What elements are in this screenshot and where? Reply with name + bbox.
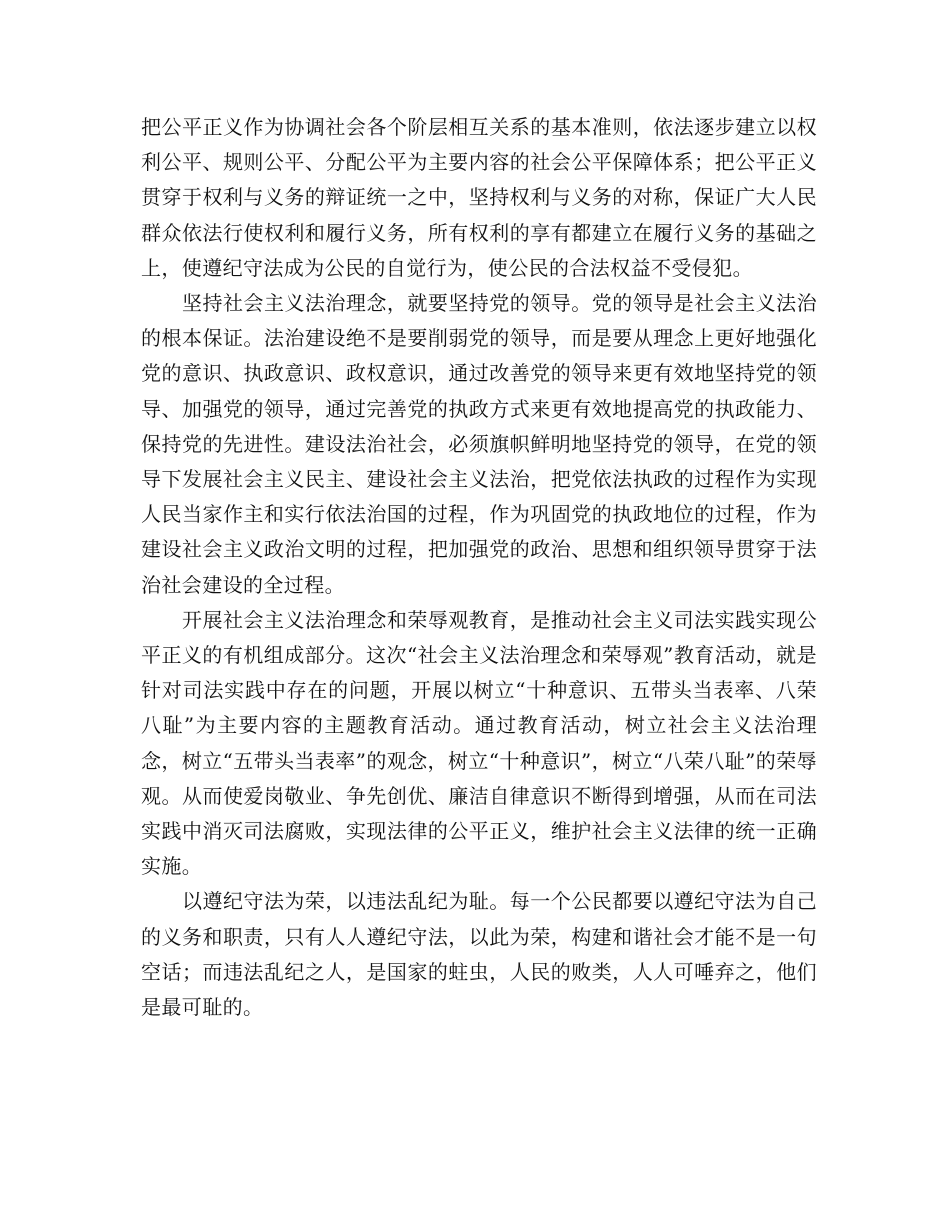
- paragraph-2: 坚持社会主义法治理念，就要坚持党的领导。党的领导是社会主义法治的根本保证。法治建设绝不是要削弱党的领导，而是要从理念上更好地强化党的意识、执政意识、政权意识，通过改善党的领导来更有效地坚持党的领导、加强党的领导，通过完善党的执政方式来更有效地提高党的执政能力、保持党的先进性。建设法治社会，必须旗帜鲜明地坚持党的领导，在党的领导下发展社会主义民主、建设社会主义法治，把党依法执政的过程作为实现人民当家作主和实行依法治国的过程，作为巩固党的执政地位的过程，作为建设社会主义政治文明的过程，把加强党的政治、思想和组织领导贯穿于法治社会建设的全过程。: [141, 291, 817, 597]
- paragraph-3: 开展社会主义法治理念和荣辱观教育，是推动社会主义司法实践实现公平正义的有机组成部分。这次“社会主义法治理念和荣辱观”教育活动，就是针对司法实践中存在的问题，开展以树立“十种意识、五带头当表率、八荣八耻”为主要内容的主题教育活动。通过教育活动，树立社会主义法治理念，树立“五带头当表率”的观念，树立“十种意识”，树立“八荣八耻”的荣辱观。从而使爱岗敬业、争先创优、廉洁自律意识不断得到增强，从而在司法实践中消灭司法腐败，实现法律的公平正义，维护社会主义法律的统一正确实施。: [141, 607, 817, 879]
- document-body: [141, 110, 817, 1025]
- paragraph-4: 以遵纪守法为荣，以违法乱纪为耻。每一个公民都要以遵纪守法为自己的义务和职责，只有人人遵纪守法，以此为荣，构建和谐社会才能不是一句空话；而违法乱纪之人，是国家的蛀虫，人民的败类，人人可唾弃之，他们是最可耻的。: [141, 889, 817, 1020]
- paragraph-1: 把公平正义作为协调社会各个阶层相互关系的基本准则，依法逐步建立以权利公平、规则公平、分配公平为主要内容的社会公平保障体系；把公平正义贯穿于权利与义务的辩证统一之中，坚持权利与义务的对称，保证广大人民群众依法行使权利和履行义务，所有权利的享有都建立在履行义务的基础之上，使遵纪守法成为公民的自觉行为，使公民的合法权益不受侵犯。: [141, 115, 817, 280]
